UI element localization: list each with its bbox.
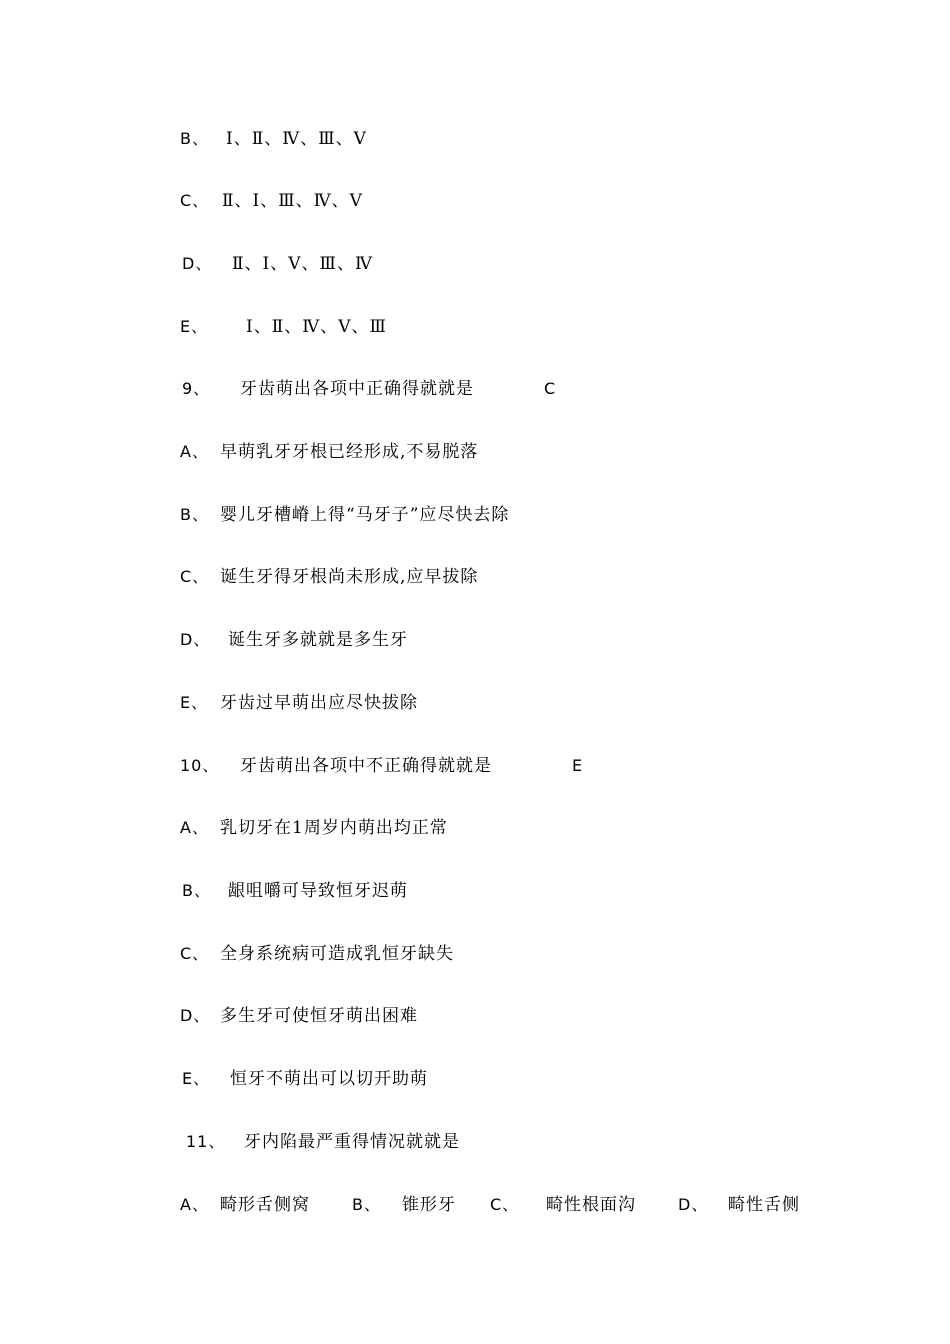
option-label: B、 [182,881,211,900]
option-text: 多生牙可使恒牙萌出困难 [220,1006,418,1026]
option-label-b: B、 [352,1195,381,1214]
answer-key: C [544,379,557,398]
option-text-c: 畸性根面沟 [546,1195,636,1215]
question-text: 牙齿萌出各项中不正确得就就是 [240,756,492,776]
option-text: 婴儿牙槽嵴上得“马牙子”应尽快去除 [220,505,510,525]
option-text: Ⅱ、Ⅰ、Ⅲ、Ⅳ、Ⅴ [222,191,363,211]
option-text: 牙齿过早萌出应尽快拔除 [220,693,418,713]
option-label: E、 [180,693,209,712]
option-text: 全身系统病可造成乳恒牙缺失 [220,944,454,964]
option-text: 乳切牙在1周岁内萌出均正常 [220,818,448,838]
option-text: 恒牙不萌出可以切开助萌 [230,1069,428,1089]
option-label: C、 [180,191,210,210]
option-label: C、 [180,567,210,586]
option-text-d: 畸性舌侧 [728,1195,800,1215]
option-text: 诞生牙多就就是多生牙 [228,630,408,650]
option-text: 早萌乳牙牙根已经形成,不易脱落 [220,442,479,462]
option-label: D、 [180,630,211,649]
option-label-c: C、 [490,1195,520,1214]
option-label-a: A、 [180,1195,209,1214]
option-label: A、 [180,442,209,461]
answer-key: E [572,756,584,775]
option-label: B、 [180,505,209,524]
option-label: E、 [182,1069,211,1088]
question-number: 11、 [186,1132,226,1151]
option-label: D、 [182,254,213,273]
option-text: 龈咀嚼可导致恒牙迟萌 [228,881,408,901]
question-number: 9、 [182,379,211,398]
option-label: E、 [180,317,209,336]
option-label: D、 [180,1006,211,1025]
option-text: Ⅱ、Ⅰ、Ⅴ、Ⅲ、Ⅳ [232,254,373,274]
option-text-a: 畸形舌侧窝 [220,1195,310,1215]
option-label: B、 [180,129,209,148]
option-text: Ⅰ、Ⅱ、Ⅳ、Ⅲ、Ⅴ [226,129,367,149]
question-number: 10、 [180,756,220,775]
option-text-b: 锥形牙 [402,1195,456,1215]
option-label: A、 [180,818,209,837]
question-text: 牙内陷最严重得情况就就是 [244,1132,460,1152]
option-text: Ⅰ、Ⅱ、Ⅳ、Ⅴ、Ⅲ [246,317,387,337]
options-row [180,1190,820,1220]
option-label-d: D、 [678,1195,709,1214]
option-text: 诞生牙得牙根尚未形成,应早拔除 [220,567,479,587]
question-text: 牙齿萌出各项中正确得就就是 [240,379,474,399]
option-label: C、 [180,944,210,963]
